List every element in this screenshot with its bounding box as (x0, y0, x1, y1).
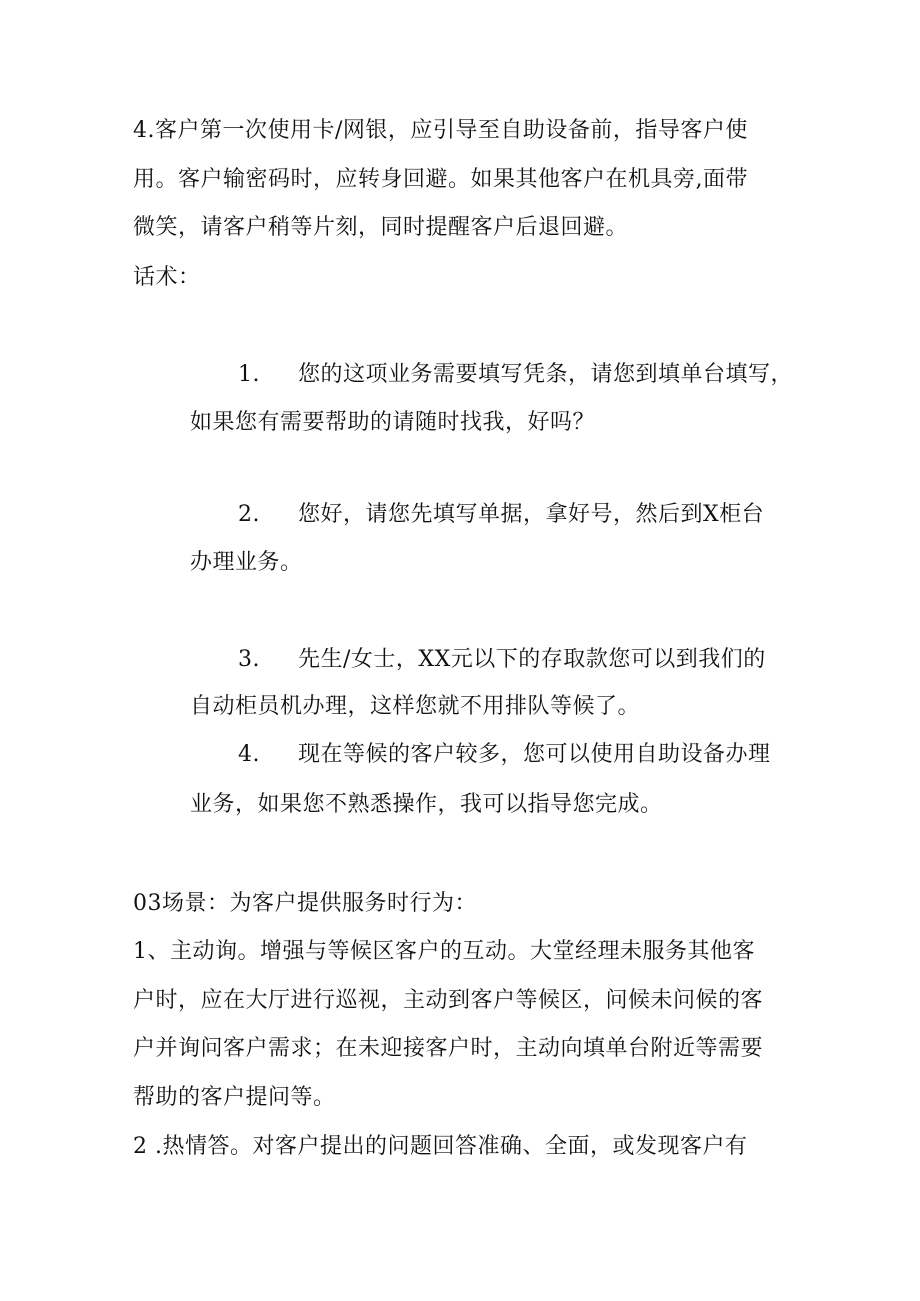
script-number: 1. (238, 362, 260, 387)
section-item-line: 帮助的客户提问等。 (133, 1085, 336, 1110)
script-line: 现在等候的客户较多，您可以使用自助设备办理 (298, 742, 771, 767)
paragraph-4-line: 用。客户输密码时，应转身回避。如果其他客户在机具旁,面带 (133, 167, 748, 192)
script-line: 自动柜员机办理，这样您就不用排队等候了。 (190, 694, 641, 719)
script-number: 3. (238, 647, 260, 672)
section-item-line: 户时，应在大厅进行巡视，主动到客户等候区，问候未问候的客 (133, 988, 764, 1013)
script-line: 先生/女士，XX元以下的存取款您可以到我们的 (298, 647, 766, 672)
section-heading: 03场景：为客户提供服务时行为： (133, 891, 477, 916)
script-number: 4. (238, 742, 260, 767)
paragraph-4-line: 4.客户第一次使用卡/网银，应引导至自助设备前，指导客户使 (133, 118, 748, 143)
script-number: 2. (238, 502, 260, 527)
paragraph-4-line: 微笑，请客户稍等片刻，同时提醒客户后退回避。 (133, 215, 629, 240)
script-line: 如果您有需要帮助的请随时找我，好吗？ (190, 410, 596, 435)
section-item-line: 1、主动询。增强与等候区客户的互动。大堂经理未服务其他客 (133, 939, 755, 964)
script-label: 话术： (133, 265, 201, 290)
script-line: 业务，如果您不熟悉操作，我可以指导您完成。 (190, 792, 663, 817)
section-item-line: 2 .热情答。对客户提出的问题回答准确、全面，或发现客户有 (133, 1134, 748, 1159)
script-line: 您的这项业务需要填写凭条，请您到填单台填写， (298, 362, 794, 387)
section-item-line: 户并询问客户需求；在未迎接客户时，主动向填单台附近等需要 (133, 1036, 764, 1061)
script-line: 办理业务。 (190, 550, 303, 575)
script-line: 您好，请您先填写单据，拿好号，然后到X柜台 (298, 502, 765, 527)
